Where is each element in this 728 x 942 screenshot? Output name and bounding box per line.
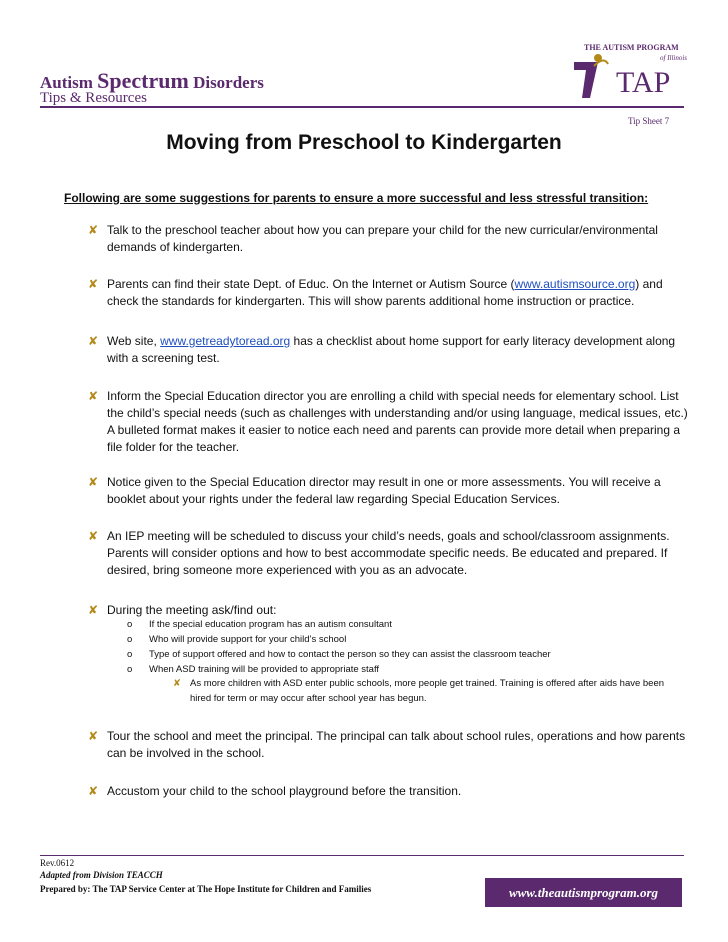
list-item: ✘ Accustom your child to the school playground before the transition.	[88, 784, 462, 798]
sub-list-item: o When ASD training will be provided to appropriate staff	[127, 664, 380, 675]
list-item: ✘ An IEP meeting will be scheduled to discuss your child’s needs, goals and school/classroom assignments. Parents will consider options and how to best accommodate specific needs. Be educated and prepared. If desired, bring someone more experienced with you as an advocate.	[88, 529, 670, 577]
logo-top-text: THE AUTISM PROGRAM	[584, 43, 679, 52]
footer-rule	[40, 855, 684, 856]
sub-list-item: o Type of support offered and how to contact the person so they can assist the classroom teacher	[127, 649, 551, 660]
logo-illinois-text: of Illinois	[660, 54, 688, 62]
bullet-icon: ✘	[88, 529, 99, 543]
intro-text: Following are some suggestions for parents to ensure a more successful and less stressful transition:	[64, 191, 649, 205]
tip-sheet-label: Tip Sheet 7	[628, 116, 670, 126]
getreadytoread-link[interactable]: www.getreadytoread.org	[160, 334, 291, 348]
list-item: ✘ Parents can find their state Dept. of Educ. On the Internet or Autism Source (www.autismsource.org) and check the standards for kindergarten. This will show parents additional home instruction or practice.	[88, 277, 663, 308]
sub-sub-list-item: ✘ As more children with ASD enter public schools, more people get trained. Training is offered after aids have been hired for term or may occur after school year has begun.	[173, 678, 665, 704]
bullet-icon: ✘	[88, 784, 99, 798]
revision-label: Rev.0612	[40, 858, 75, 868]
sub-list-item: o If the special education program has an autism consultant	[127, 619, 392, 630]
list-item: ✘ During the meeting ask/find out:	[88, 603, 277, 617]
bullet-icon: ✘	[88, 729, 99, 743]
list-item: ✘ Talk to the preschool teacher about how you can prepare your child for the new curricular/environmental demands of kindergarten.	[88, 223, 658, 254]
bullet-icon: ✘	[88, 389, 99, 403]
logo-tap-text: TAP	[616, 66, 671, 99]
page-title: Moving from Preschool to Kindergarten	[166, 131, 562, 154]
tap-logo-icon	[568, 38, 688, 102]
logo-figure-shape	[574, 62, 598, 98]
bullet-icon: ✘	[173, 678, 181, 689]
list-item: ✘ Notice given to the Special Education director may result in one or more assessments. You will receive a booklet about your rights under the federal law regarding Special Education Services.	[88, 475, 661, 506]
adapted-from-label: Adapted from Division TEACCH	[40, 870, 163, 880]
bullet-icon: ✘	[88, 603, 99, 617]
header-subtitle: Tips & Resources	[40, 90, 147, 106]
bullet-icon: ✘	[88, 334, 99, 348]
header-rule	[40, 106, 684, 108]
bullet-icon: ✘	[88, 277, 99, 291]
autismsource-link[interactable]: www.autismsource.org	[514, 277, 636, 291]
sub-list-item: o Who will provide support for your child’s school	[127, 634, 347, 645]
header-title: Autism Spectrum Disorders	[40, 68, 264, 93]
bullet-icon: ✘	[88, 223, 99, 237]
prepared-by-label: Prepared by: The TAP Service Center at The Hope Institute for Children and Families	[40, 884, 372, 894]
website-link[interactable]: www.theautismprogram.org	[485, 878, 682, 907]
list-item: ✘ Web site, www.getreadytoread.org has a checklist about home support for early literacy development along with a screening test.	[88, 334, 676, 365]
tap-logo	[568, 38, 688, 102]
list-item: ✘ Tour the school and meet the principal. The principal can talk about school rules, operations and how parents can be involved in the school.	[88, 729, 686, 760]
list-item: ✘ Inform the Special Education director you are enrolling a child with special needs for elementary school. List the child’s special needs (such as challenges with understanding and/or using language, medical issues, etc.) A bulleted format makes it easier to notice each need and parents can provide more detail when preparing a file folder for the teacher.	[88, 389, 688, 454]
bullet-icon: ✘	[88, 475, 99, 489]
